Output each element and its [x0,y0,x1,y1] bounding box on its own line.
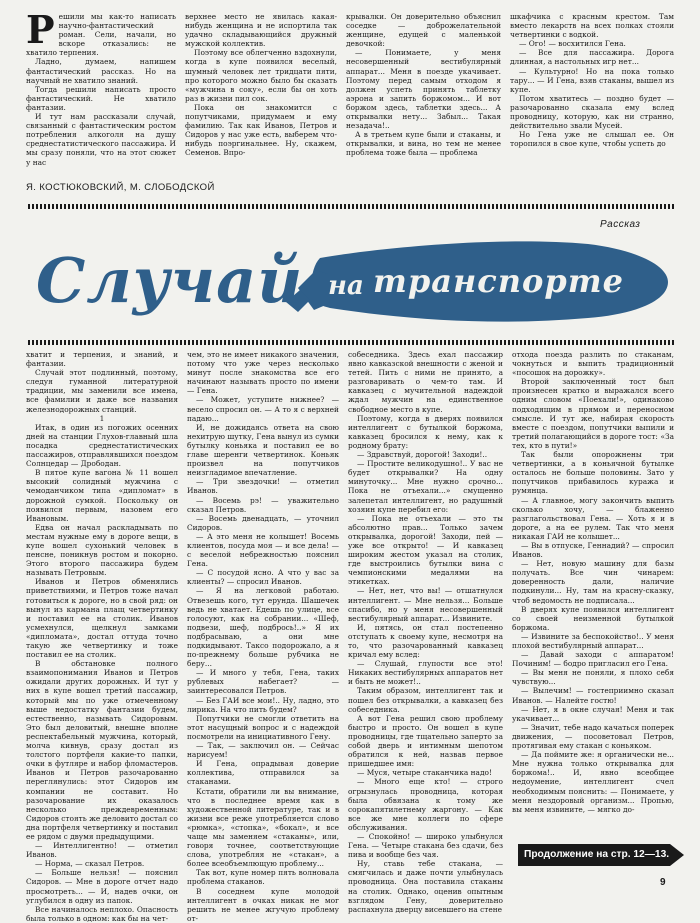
body-paragraph: Второй заключенный тост был произнесен кратко и выражался всего одним словом «Поехали!», одинаково подходящим в прямом и переносном смысле. И тут же, набирая скорость вместе с поездом, попутчики выпили и третий полагающийся в дороге тост: «За тех, кто в пути!» [512,377,674,450]
body-paragraph: чем, это не имеет никакого значения, потому что уже через несколько минут после знакомства все его начинают называть просто по имени — Гена. [187,350,339,396]
body-paragraph: — А главное, могу закончить выпить сколько хочу, — блаженно разглагольствовал Гена. — Хоть я и в дороге, а на ее рулем. Так что меня никакая ГАИ не колышет... [512,495,674,541]
body-paragraph: — Вы в отпуске, Геннадий? — спросил Иванов. [512,540,674,560]
body-paragraph: хватит и терпения, и знаний, и фантазии. [26,350,178,369]
main-column-3 [348,350,503,914]
body-paragraph: Едва он начал раскладывать по местам нужные ему в дороге вещи, в купе вошел сухонький человек в пенсне, поникнув ростом и покорно. Этого второго пассажира будем называть Петровым. [26,522,178,578]
body-paragraph: — Восемь двенадцать, — уточнил Сидоров. [187,513,339,532]
intro-paragraph: Поэтому все облегченно вздохнули, когда в купе появился веселый, шумный человек лет тридцати пяти, про которого можно было бы сказать «мужчина в соку», если бы он хоть раз в жизни пил сок. [185,48,337,103]
body-paragraph: — Может, уступите нижнее? — весело спросил он. — А то я с верхней падаю... [187,395,339,423]
body-paragraph: — И много у тебя, Гена, таких рублевых набегает? — заинтересовался Петров. [187,668,339,696]
body-paragraph: — Да поймите же: я органически не... Мне нужна только открывалка для боржома!.. И, явно всеобщее недоумение, интеллигент счел необходимым пояснить: — Понимаете, у меня нездоровый организм... Пропью, вы меня извините, — мягко до- [512,750,674,814]
intro-column-3 [346,12,501,158]
body-paragraph: — Пока не отъехали — это ты абсолютно прав... Только зачем открывалка, дорогой! Заходи, пей — уже все открыто! — И кавказец широким жестом указал на столик, где выстроились бутылки вина с чемпионскими медалями на этикетках. [348,513,503,587]
body-paragraph: — Здравствуй, дорогой! Заходи!.. [357,450,488,460]
continuation-banner: Продолжение на стр. 12—13. [518,844,670,866]
body-paragraph: Попутчики не смогли ответить на этот насущный вопрос и с надеждой посмотрели на инициативного Гену. [187,713,339,741]
hatch-divider-top [28,204,674,209]
intro-paragraph: — Культурно! Но на пока только тару... — И Гена, взяв стаканы, вышел из купе. [510,66,674,94]
intro-column-1 [26,7,176,167]
body-paragraph: — Три звездочки! — отметил Иванов. [187,477,339,496]
intro-paragraph: шкафчика с красным крестом. Там вместо лекарств на всех полках стояли четвертинки с водкой. [510,12,674,40]
title-graphic [28,230,674,330]
body-paragraph: И, пятясь, он стал постепенно отступать к своему купе, несмотря на то, что разочарованный кавказец кричал ему вслед: [348,622,503,660]
genre-label: Рассказ [600,219,641,230]
body-paragraph: — Я на легковой работаю. Отвезешь кого, тут ерунда. Шашечек ведь не хватает. Едешь по улице, все голосуют, как на собрании... «Шеф, подвези, шеф, подбрось!..» Я их подбрасываю, а они мне подкидывают. Таксо подорожало, а я по-прежнему больше рубчика не беру... [187,586,339,669]
intro-paragraph: ешили мы как-то написать научно-фантастический роман. Сели, начали, но вскоре отказались: не хватило терпения. [26,12,176,58]
intro-paragraph: — Ого! — восхитился Гена. [519,39,626,49]
body-paragraph: — Извините за беспокойство!.. У меня плохой вестибулярный аппарат... [512,631,674,650]
body-paragraph: — А это меня не колышет! Восемь клиентов, посуда моя — и все дела! — с веселой небрежностью пояснил Гена. [187,531,339,569]
body-paragraph: Так были опорожнены три четвертинки, а в коньячной бутылке осталось не больше половины. Зато у попутчиков прибавилось куража и румянца. [512,450,674,496]
intro-paragraph: И тут нам рассказали случай, связанный с фантастическим ростом потребления алкоголя на душу среднестатистического пассажира. И мы сразу поняли, что на этот сюжет у нас [26,112,176,167]
body-paragraph: — Интеллигентно! — отметил Иванов. [26,841,178,860]
body-paragraph: — Слушай, глупости все это! Никаких вестибулярных аппаратов нет и быть не может!.. [348,659,503,687]
body-paragraph: Поэтому, когда в дверях появился интеллигент с бутылкой боржома, кавказец бросился к нему, как к родному брату: [348,413,503,450]
body-paragraph: Таким образом, интеллигент так и пошел без открывалки, а кавказец без собеседника. [348,686,503,714]
body-paragraph: — Вы меня не поняли, я плохо себя чувствую... [512,668,674,687]
body-paragraph: В пятое купе вагона № 11 вошел высокий солидный мужчина с чемоданчиком типа «дипломат» в дорожной сумкой. Поскольку он появился первым, назовем его Ивановым. [26,468,178,523]
body-paragraph: В дверях купе появился интеллигент со своей неизменной бутылкой боржома. [512,604,674,632]
intro-paragraph: Но Гена уже не слышал ее. Он торопился в свое купе, чтобы успеть до [510,130,674,149]
body-paragraph: — Без ГАИ все мои!.. Ну, ладно, это лирика. На что пить будем? [187,695,339,714]
title-word-2: на [328,271,364,301]
intro-paragraph: Ладно, думаем, напишем фантастический рассказ. Но на научный не хватило знаний. [26,57,176,85]
title-word-3: транспорте [373,262,624,300]
intro-paragraph: — Все для пассажира. Дорога длинная, а настольных игр нет... [510,48,674,67]
body-paragraph: — Много еще кто! — строго огрызнулась проводница, которая была обвязана к тому же сорокапятилетнему жаргону. — Как все же мне коллеги по сфере обслуживания. [348,777,503,832]
intro-column-4 [510,12,674,152]
page-number: 9 [660,877,666,888]
intro-paragraph: Пока он знакомится с попутчиками, придумаем и ему фамилию. Так как Иванов, Петров и Сидоров у нас уже есть, выберем что-нибудь поэргинальнее. Ну, скажем, Семенов. Впро- [185,102,337,158]
hatch-divider-bottom [28,340,674,345]
body-paragraph: — Норма, — сказал Петров. [35,859,145,869]
intro-column-2 [185,12,337,158]
body-paragraph: — Нет, нет, что вы! — отшатнулся интеллигент. — Мне нельзя... Больше спасибо, но у меня несовершенный вестибулярный аппарат... Извините. [348,586,503,623]
intro-paragraph: верхнее место не явилась какая-нибудь женщина и не испортила так удачно складывающийся дружный мужской коллектив. [185,12,337,49]
drop-cap: Р [26,7,55,52]
body-paragraph: И, не дожидаясь ответа на свою нехитрую шутку, Гена вынул из сумки бутылку коньяка и поставил ее во главе шеренги четвертинок. Коньяк произвел на попутчиков неизгладимое впечатление. [187,422,339,478]
intro-paragraph: Тогда решили написать просто фантастический. Не хватило фантазии. [26,84,176,112]
authors: Я. КОСТЮКОВСКИЙ, М. СЛОБОДСКОЙ [26,182,215,193]
intro-paragraph: — Понимаете, у меня несовершенный вестибулярный аппарат... Меня в поезде укачивает. Поэтому перед самым отходом я должен успеть принять таблетку аэрона и запить боржомом... И вот боржом здесь, таблетки здесь... А открывалки нету... Забыл... Такая незадача!.. [346,48,501,131]
body-paragraph: Кстати, обратили ли вы внимание, что в последнее время как в художественной литературе, так и в жизни все реже употребляется слово «рюмка», «стопка», «бокал», и все чаще мы заменяем «стаканы», или, говоря точнее, соответствующие слова, употребляя не «стакан», а более всеобъемлющую проблему... [187,786,339,869]
intro-paragraph: А в третьем купе были и стаканы, и открывалки, и вина, но тем не менее проблема тоже была — проблема [346,130,501,158]
body-paragraph: И Гена, опрадывая доверие коллектива, отправился за стаканами. [187,759,339,787]
body-paragraph: собеседника. Здесь ехал пассажир явно кавказской внешности с женой и тетей. Пить с ними не принято, а разговаривать о чем-то там. И кавказец с мучительной надеждой ждал мужчин на единственное свободное место в купе. [348,350,503,414]
body-paragraph: Иванов и Петров обменялись приветствиями, и Петров тоже начал готовиться к дороге, но в свой ряд: он вынул из кармана плащ четвертинку и поставил ее на столик. Иванов усмехнулся, щелкнул замками «дипломата», достал оттуда точно такую же четвертинку и тоже поставил ее на столик. [26,577,178,660]
body-paragraph: Случай этот подлинный, поэтому, следуя гуманной литературной традиции, мы заменили все имена, все фамилии и даже все названия железнодорожных станций. [26,368,178,414]
body-paragraph: — Нет, новую машину для базы получать. Все чин чинарем: доверенность дали, наличие подкинули... Ну, там на красну-сказку, чтоб ведомость не подписала... [512,559,674,605]
body-paragraph: — Простите великодушно!.. У вас не будет открывалки? На одну минуточку... Мне нужно срочно... Пока не отъехали...» смущенно залепетал интеллигент, но радушный хозяин купе перебил его: [348,459,503,514]
body-paragraph: — Муся, четыре стаканчика надо! [357,768,492,778]
body-paragraph: отхода поезда разлить по стаканам, чокнуться и выпить традиционный «посошок на дорожку». [512,350,674,378]
body-paragraph: — Значит, тебе надо качаться поперек движения, — посоветовал Петров, протягивая ему стакан с коньяком. [512,722,674,751]
body-paragraph: — Вылечим! — гостеприимно сказал Иванов. — Налейте гостю! [512,686,674,705]
body-paragraph: В обстановке полного взаимопонимания Иванов и Петров ожидали других дорожных. И тут у них в купе вошел третий пассажир, который мы по уже отмеченному выше недостатку фантазии будем, естественно, называть Сидоровым. Это был деловитый, внешне вполне респектабельный мужчина, который, молча кивнув, сразу достал из толстого портфеля какие-то папки, очки в футляре и набор фломастеров. Иванов и Петров разочарованно переглянулись: этот Сидоров им компании не составит. Но разочарование их оказалось несколько преждевременным: Сидоров стоять же деловито достал со дна портфеля четвертинку и поставил ее рядом с двумя предыдущими. [26,659,178,841]
intro-paragraph: Потом хватитесь — поздно будет — разочарованно сказала ему вслед проводницу, которую, как ни странно, действительно звали Мусей. [510,93,674,131]
body-paragraph: Итак, в один из погожих осенних дней на станции Глухов-главный шла посадка среднестатистических пассажиров, отправлявшихся поездом Солнцедар — Дрободан. [26,422,178,469]
body-paragraph: — С посудой ясно. А что у вас за клиенты? — спросил Иванов. [187,568,339,587]
body-paragraph: Так вот, купе номер пять волновала проблема стаканов. [187,868,339,887]
intro-paragraph: крывалки. Он доверительно объяснил соседке — доброжелательной женщине, едущей с маленькой девочкой: [346,12,501,49]
body-paragraph: — Нет, я в окне случая! Меня и так укачивает... [512,704,674,723]
body-paragraph: — Так, — заключил он. — Сейчас нарисуем! [187,741,339,760]
main-column-4 [512,350,674,838]
body-paragraph: — Больше нельзя! — пояснил Сидоров. — Мне в дороге отчет надо просмотреть... — И, надев очки, он углубился в одну из папок. [26,868,178,905]
main-column-1 [26,350,178,923]
body-paragraph: — Восемь рэ! — уважительно сказал Петров. [187,495,339,514]
chapter-number: 1 [99,413,105,423]
body-paragraph: — Давай заходи с аппаратом! Починим! — бодро пригласил его Гена. [512,650,674,669]
body-paragraph: В соседнем купе молодой интеллигент в очках никак не мог решить не менее жгучую проблему от- [187,886,339,923]
title-bottle-svg [28,230,674,330]
main-column-2 [187,350,339,923]
body-paragraph: — Спокойно! — широко улыбнулся Гена. — Четыре стакана без сдачи, без пива и вообще без чая. [348,831,503,860]
title-word-1: Случай [36,244,304,317]
body-paragraph: Все начиналось неплохо. Опасность была только в одном: как бы на чет- [26,904,178,923]
body-paragraph: Ну, ставь тебе стакана, — смягчилась и даже почти улыбнулась проводница. Она поставила стаканы на столик. Однако, оценив опытным взглядом Гену, доверительно распахнула дверцу висевшего на стене [348,859,503,914]
body-paragraph: А вот Гена решил свою проблему быстро и просто. Он вошел в купе проводницы, где тщательно заперто за собой дверь и интимным шепотом обратился к ней, назвав первое пришедшее имя: [348,713,503,769]
